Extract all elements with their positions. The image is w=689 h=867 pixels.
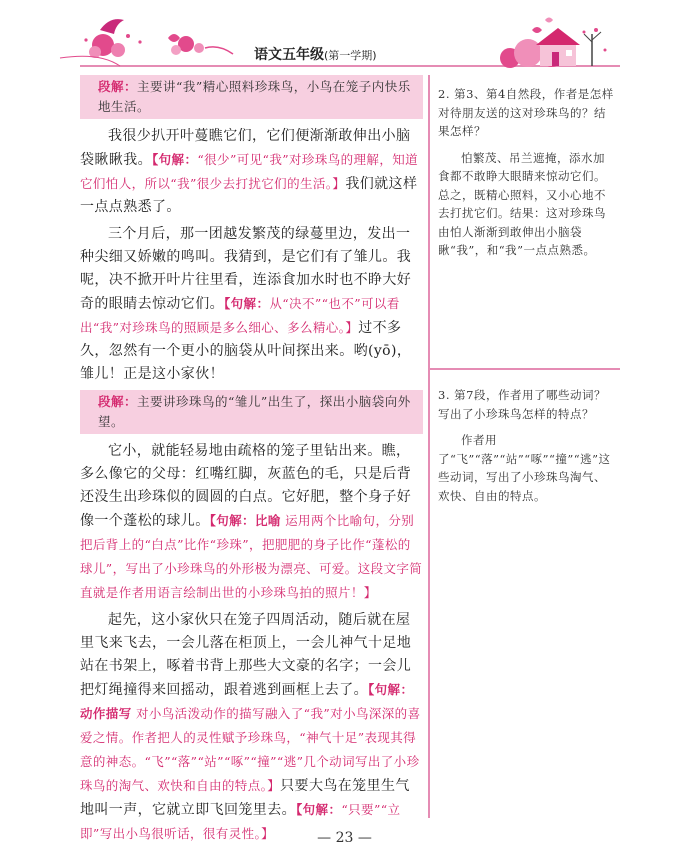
question-text: 3. 第7段，作者用了哪些动词？写出了小珍珠鸟怎样的特点？ [438, 388, 606, 421]
paragraph-text: 它小，就能轻易地由疏格的笼子里钻出来。瞧，多么像它的父母：红嘴红脚，灰蓝色的毛，只是后背还没生出珍珠似的圆圆的白点。它好肥，整个身子好像一个蓬松的球儿。 [80, 443, 412, 529]
paragraph-1 [80, 125, 423, 219]
page-footer [0, 830, 689, 846]
note-text: 运用两个比喻句，分别把后背上的“白点”比作“珍珠”，把肥肥的身子比作“蓬松的球儿”，写出了小珍珠鸟的外形极为漂亮、可爱。这段文字简直就是作者用语言绘制出世的小珍珠鸟拍的照片！】 [80, 513, 423, 600]
side-column [428, 75, 620, 818]
note-tag: 【句解： [224, 296, 270, 311]
answer-text: 作者用了“飞”“落”“站”“啄”“撞”“逃”这些动词，写出了小珍珠鸟淘气、欢快、自由的特点。 [438, 433, 611, 503]
note-tag: 【句解：比喻 [209, 513, 281, 528]
paragraph-3 [80, 440, 423, 605]
paragraph-text: 起先，这小家伙只在笼子四周活动，随后就在屋里飞来飞去，一会儿落在柜顶上，一会儿神气十足地站在书架上，啄着书背上那些大文豪的名字；一会儿把灯绳撞得来回摇动，跟着逃到画框上去了。 [80, 612, 412, 698]
note-tag: 【句解： [152, 152, 198, 167]
paragraph-4 [80, 609, 423, 846]
note-tag: 【句解：动作描写 [80, 682, 414, 721]
book-title-main: 语文五年级 [254, 47, 324, 63]
footer-dash-right: — [353, 830, 372, 846]
paragraph-summary-2 [80, 390, 423, 434]
right-house-decoration-icon [500, 18, 607, 69]
left-flower-decoration-icon [60, 19, 233, 66]
sentence-note [80, 682, 420, 793]
paragraph-text: 我很少扒开叶蔓瞧它们，它们便渐渐敢伸出小脑袋瞅瞅我。 [80, 128, 411, 168]
page-header [0, 0, 689, 80]
side-question-1 [430, 85, 616, 260]
note-tag: 【句解： [296, 802, 342, 817]
header-decoration [0, 0, 689, 80]
paragraph-text: 三个月后，那一团越发繁茂的绿蔓里边，发出一种尖细又娇嫩的鸣叫。我猜到，是它们有了雏儿。我呢，决不掀开叶片往里看，连添食加水时也不睁大好奇的眼睛去惊动它们。 [80, 226, 412, 312]
page-number: 23 [335, 830, 354, 846]
paragraph-2 [80, 223, 423, 386]
answer-text: 怕繁茂、吊兰遮掩，添水加食都不敢睁大眼睛来惊动它们。总之，既精心照料，又小心地不去打扰它们。结果：这对珍珠鸟由怕人渐渐到敢伸出小脑袋瞅“我”，和“我”一点点熟悉。 [438, 150, 606, 257]
summary-tag: 段解： [98, 79, 138, 94]
book-title [254, 44, 377, 64]
paragraph-text-continued: 只要大鸟在笼里生气地叫一声，它就立即飞回笼里去。 [80, 778, 410, 818]
main-column [80, 75, 423, 850]
paragraph-text-continued: 过不多久，忽然有一个更小的脑袋从叶间探出来。哟(yō)，雏儿！正是这小家伙！ [80, 320, 412, 382]
summary-tag: 段解： [98, 394, 138, 409]
paragraph-text-continued: 我们就这样一点点熟悉了。 [80, 176, 418, 215]
note-text: “只要”“立即”写出小鸟很听话，很有灵性。】 [80, 802, 401, 841]
side-divider [430, 368, 620, 370]
paragraph-summary-1 [80, 75, 423, 119]
summary-text: 主要讲珍珠鸟的“雏儿”出生了，探出小脑袋向外望。 [98, 394, 411, 429]
note-text: 对小鸟活泼动作的描写融入了“我”对小鸟深深的喜爱之情。作者把人的灵性赋予珍珠鸟，“神气十足”表现其得意的神态。“飞”“落”“站”“啄”“撞”“逃”几个动词写出了小珍珠鸟的淘气、欢快和自由的特点。】 [80, 706, 421, 793]
book-title-subtitle: (第一学期) [324, 49, 377, 62]
summary-text: 主要讲“我”精心照料珍珠鸟，小鸟在笼子内快乐地生活。 [98, 79, 411, 114]
note-text: “很少”可见“我”对珍珠鸟的理解，知道它们怕人，所以“我”很少去打扰它们的生活。】 [80, 152, 419, 191]
note-text: 从“决不”“也不”可以看出“我”对珍珠鸟的照顾是多么细心、多么精心。】 [80, 296, 400, 335]
side-question-2 [430, 386, 616, 505]
question-text: 2. 第3、第4自然段，作者是怎样对待朋友送的这对珍珠鸟的？结果怎样？ [438, 87, 614, 138]
footer-dash-left: — [317, 830, 336, 846]
